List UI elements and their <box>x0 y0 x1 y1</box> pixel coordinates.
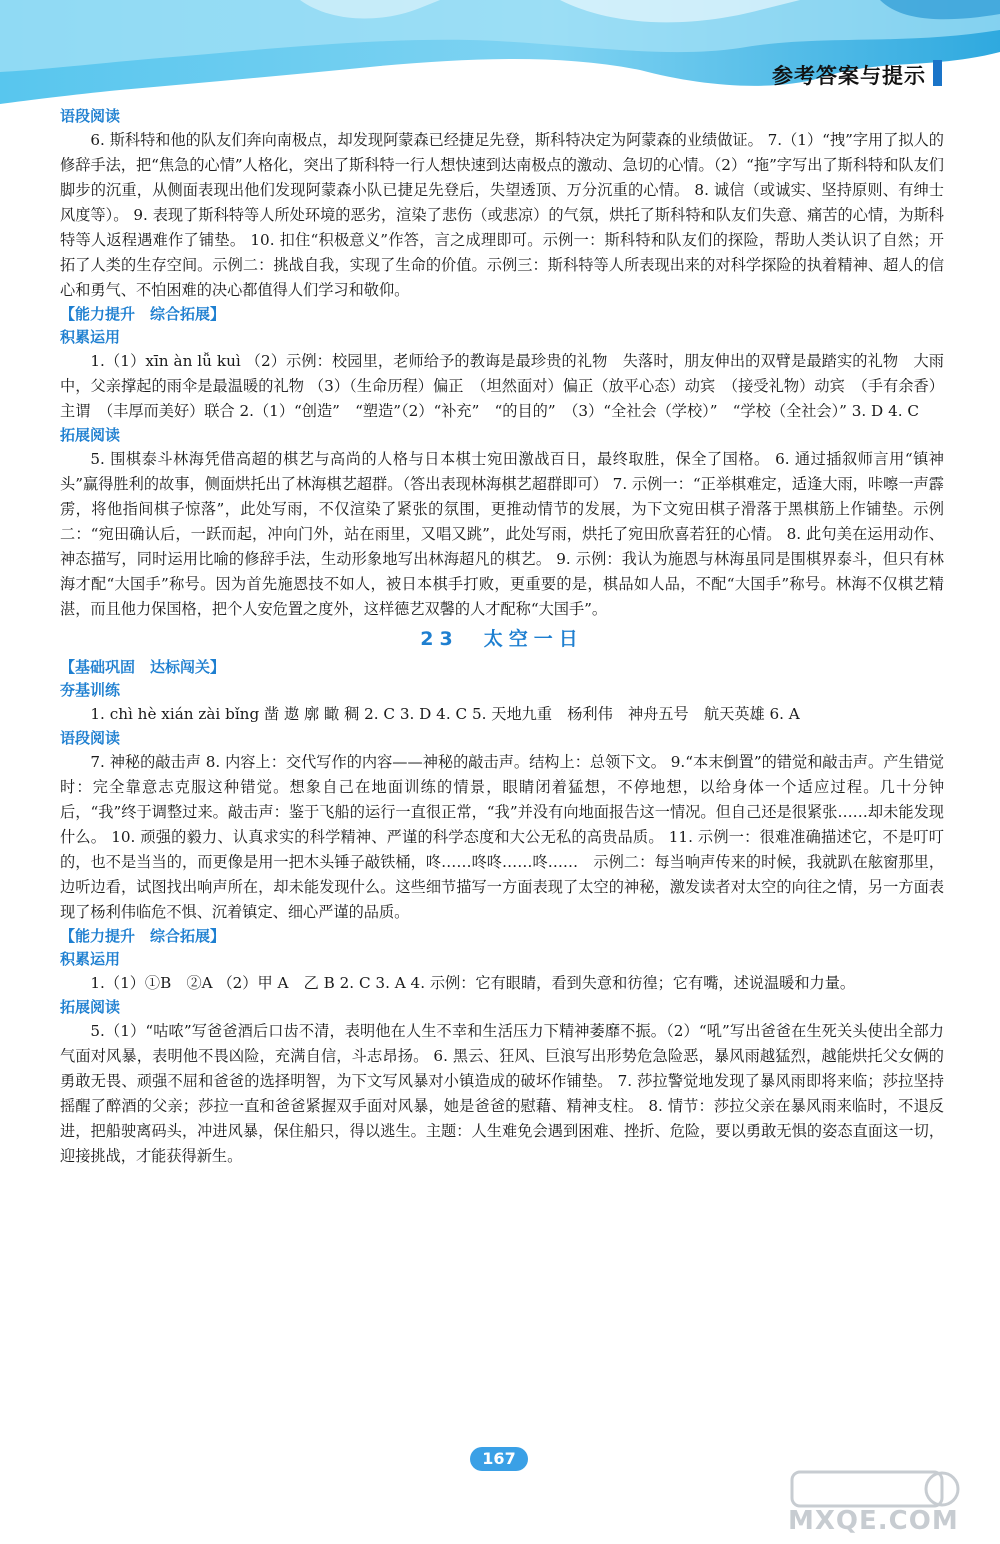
section-heading: 积累运用 <box>60 328 121 346</box>
header-title: 参考答案与提示 <box>772 64 926 88</box>
answer-content <box>60 105 944 1169</box>
section-heading: 【能力提升 综合拓展】 <box>60 927 226 945</box>
watermark-logo-icon <box>752 1470 988 1510</box>
watermark-text: MXQE.COM <box>788 1506 959 1536</box>
header-accent-bar <box>933 60 942 86</box>
section-heading: 拓展阅读 <box>60 426 121 444</box>
answer-paragraph: 1. chì hè xián zài bǐng 凿 遨 廓 瞰 稠 2. C 3. D 4. C 5. 天地九重 杨利伟 神舟五号 航天英雄 6. A <box>90 705 800 723</box>
answer-paragraph: 5. 围棋泰斗林海凭借高超的棋艺与高尚的人格与日本棋士宛田激战百日，最终取胜，保全了国格。 6. 通过插叙师言用“镇神头”赢得胜利的故事，侧面烘托出了林海棋艺超群。（答出表现林海棋艺超群即可） 7. 示例一：“正举棋难定，适逢大雨，咔嚓一声霹雳，将他指间棋子惊落”，此处写雨，不仅渲染了紧张的氛围，更推动情节的发展，为下文宛田棋子滑落于黑棋筋上作铺垫。示例二：“宛田确认后，一跃而起，冲向门外，站在雨里，又唱又跳”，此处写雨，烘托了宛田欣喜若狂的心情。 8. 此句美在运用动作、神态描写，同时运用比喻的修辞手法，生动形象地写出林海超凡的棋艺。 9. 示例：我认为施恩与林海虽同是围棋界泰斗，但只有林海才配“大国手”称号。因为首先施恩技不如人，被日本棋手打败，更重要的是，棋品如人品，不配“大国手”称号。林海不仅棋艺精湛，而且他力保国格，把个人安危置之度外，这样德艺双馨的人才配称“大国手”。 <box>60 450 944 618</box>
answer-paragraph: 1.（1）①B ②A （2）甲 A 乙 B 2. C 3. A 4. 示例：它有眼睛，看到失意和彷徨；它有嘴，述说温暖和力量。 <box>90 974 856 992</box>
answer-paragraph: 5.（1）“咕哝”写爸爸酒后口齿不清，表明他在人生不幸和生活压力下精神萎靡不振。（2）“吼”写出爸爸在生死关头使出全部力气面对风暴，表明他不畏凶险，充满自信，斗志昂扬。 6. 黑云、狂风、巨浪写出形势危急险恶，暴风雨越猛烈，越能烘托父女俩的勇敢无畏、顽强不屈和爸爸的选择明智，为下文写风暴对小镇造成的破坏作铺垫。 7. 莎拉警觉地发现了暴风雨即将来临；莎拉坚持摇醒了醉酒的父亲；莎拉一直和爸爸紧握双手面对风暴，她是爸爸的慰藉、精神支柱。 8. 情节：莎拉父亲在暴风雨来临时，不退反进，把船驶离码头，冲进风暴，保住船只，得以逃生。主题：人生难免会遇到困难、挫折、危险，要以勇敢无惧的姿态直面这一切，迎接挑战，才能获得新生。 <box>60 1022 944 1165</box>
page-number: 167 <box>470 1447 528 1471</box>
section-heading: 夯基训练 <box>60 681 121 699</box>
section-heading: 积累运用 <box>60 950 121 968</box>
section-heading: 语段阅读 <box>60 107 121 125</box>
answer-paragraph: 6. 斯科特和他的队友们奔向南极点，却发现阿蒙森已经捷足先登，斯科特决定为阿蒙森的业绩做证。 7.（1）“拽”字用了拟人的修辞手法，把“焦急的心情”人格化，突出了斯科特一行人想快速到达南极点的激动、急切的心情。（2）“拖”字写出了斯科特和队友们脚步的沉重，从侧面表现出他们发现阿蒙森小队已捷足先登后，失望透顶、万分沉重的心情。 8. 诚信（或诚实、坚持原则、有绅士风度等）。 9. 表现了斯科特等人所处环境的恶劣，渲染了悲伤（或悲凉）的气氛，烘托了斯科特和队友们失意、痛苦的心情，为斯科特等人返程遇难作了铺垫。 10. 扣住“积极意义”作答，言之成理即可。示例一：斯科特和队友们的探险，帮助人类认识了自然；开拓了人类的生存空间。示例二：挑战自我，实现了生命的价值。示例三：斯科特等人所表现出来的对科学探险的执着精神、超人的信心和勇气、不怕困难的决心都值得人们学习和敬仰。 <box>60 131 944 299</box>
section-heading: 语段阅读 <box>60 729 121 747</box>
section-heading: 【基础巩固 达标闯关】 <box>60 658 226 676</box>
chapter-title: 23 太空一日 <box>420 628 584 650</box>
section-heading: 【能力提升 综合拓展】 <box>60 305 226 323</box>
watermark <box>752 1470 988 1540</box>
section-heading: 拓展阅读 <box>60 998 121 1016</box>
answer-paragraph: 7. 神秘的敲击声 8. 内容上：交代写作的内容——神秘的敲击声。结构上：总领下文。 9.“本末倒置”的错觉和敲击声。产生错觉时：完全靠意志克服这种错觉。想象自己在地面训练的情景，眼睛闭着猛想，不停地想，以给身体一个适应过程。几十分钟后，“我”终于调整过来。敲击声：鉴于飞船的运行一直很正常，“我”并没有向地面报告这一情况。但自己还是很紧张……却未能发现什么。 10. 顽强的毅力、认真求实的科学精神、严谨的科学态度和大公无私的高贵品质。 11. 示例一：很难准确描述它，不是叮叮的，也不是当当的，而更像是用一把木头锤子敲铁桶，咚……咚咚……咚…… 示例二：每当响声传来的时候，我就趴在舷窗那里，边听边看，试图找出响声所在，却未能发现什么。这些细节描写一方面表现了太空的神秘，激发读者对太空的向往之情，另一方面表现了杨利伟临危不惧、沉着镇定、细心严谨的品质。 <box>60 753 944 921</box>
answer-paragraph: 1.（1）xīn àn lǚ kuì （2）示例：校园里，老师给予的教诲是最珍贵的礼物 失落时，朋友伸出的双臂是最踏实的礼物 大雨中，父亲撑起的雨伞是最温暖的礼物 （3）（生命历程）偏正 （坦然面对）偏正（放平心态）动宾 （接受礼物）动宾 （手有余香）主谓 （丰厚而美好）联合 2.（1）“创造” “塑造”（2）“补充” “的目的” （3）“全社会（学校）” “学校（全社会）” 3. D 4. C <box>60 352 944 420</box>
